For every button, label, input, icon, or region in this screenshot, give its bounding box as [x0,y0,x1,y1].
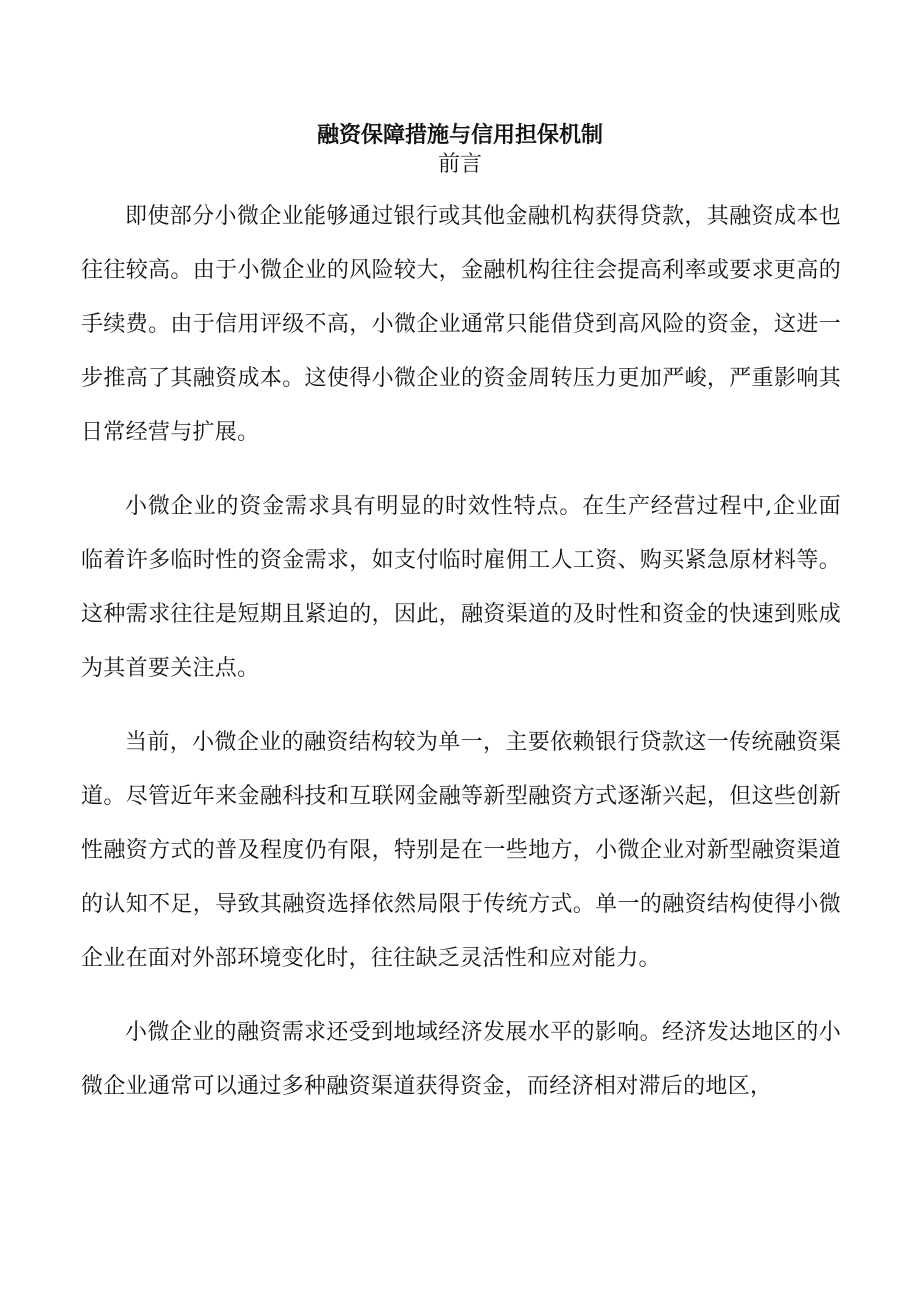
section-heading-preface: 前言 [437,152,482,177]
paragraph-financing-cost: 即使部分小微企业能够通过银行或其他金融机构获得贷款，其融资成本也往往较高。由于小微企业的风险较大，金融机构往往会提高利率或要求更高的手续费。由于信用评级不高，小微企业通常只能借贷到高风险的资金，这进一步推高了其融资成本。这使得小微企业的资金周转压力更加严峻，严重影响其日常经营与扩展。 [81,204,841,445]
document-body [81,190,841,1134]
document-title: 融资保障措施与信用担保机制 [316,122,603,148]
paragraph-timeliness: 小微企业的资金需求具有明显的时效性特点。在生产经营过程中,企业面临着许多临时性的资金需求，如支付临时雇佣工人工资、购买紧急原材料等。这种需求往往是短期且紧迫的，因此，融资渠道的及时性和资金的快速到账成为其首要关注点。 [81,494,841,681]
paragraph-regional-influence: 小微企业的融资需求还受到地域经济发展水平的影响。经济发达地区的小微企业通常可以通过多种融资渠道获得资金，而经济相对滞后的地区， [81,1020,841,1099]
paragraph-financing-structure: 当前，小微企业的融资结构较为单一，主要依赖银行贷款这一传统融资渠道。尽管近年来金融科技和互联网金融等新型融资方式逐渐兴起，但这些创新性融资方式的普及程度仍有限，特别是在一些地方，小微企业对新型融资渠道的认知不足，导致其融资选择依然局限于传统方式。单一的融资结构使得小微企业在面对外部环境变化时，往往缺乏灵活性和应对能力。 [81,730,841,971]
